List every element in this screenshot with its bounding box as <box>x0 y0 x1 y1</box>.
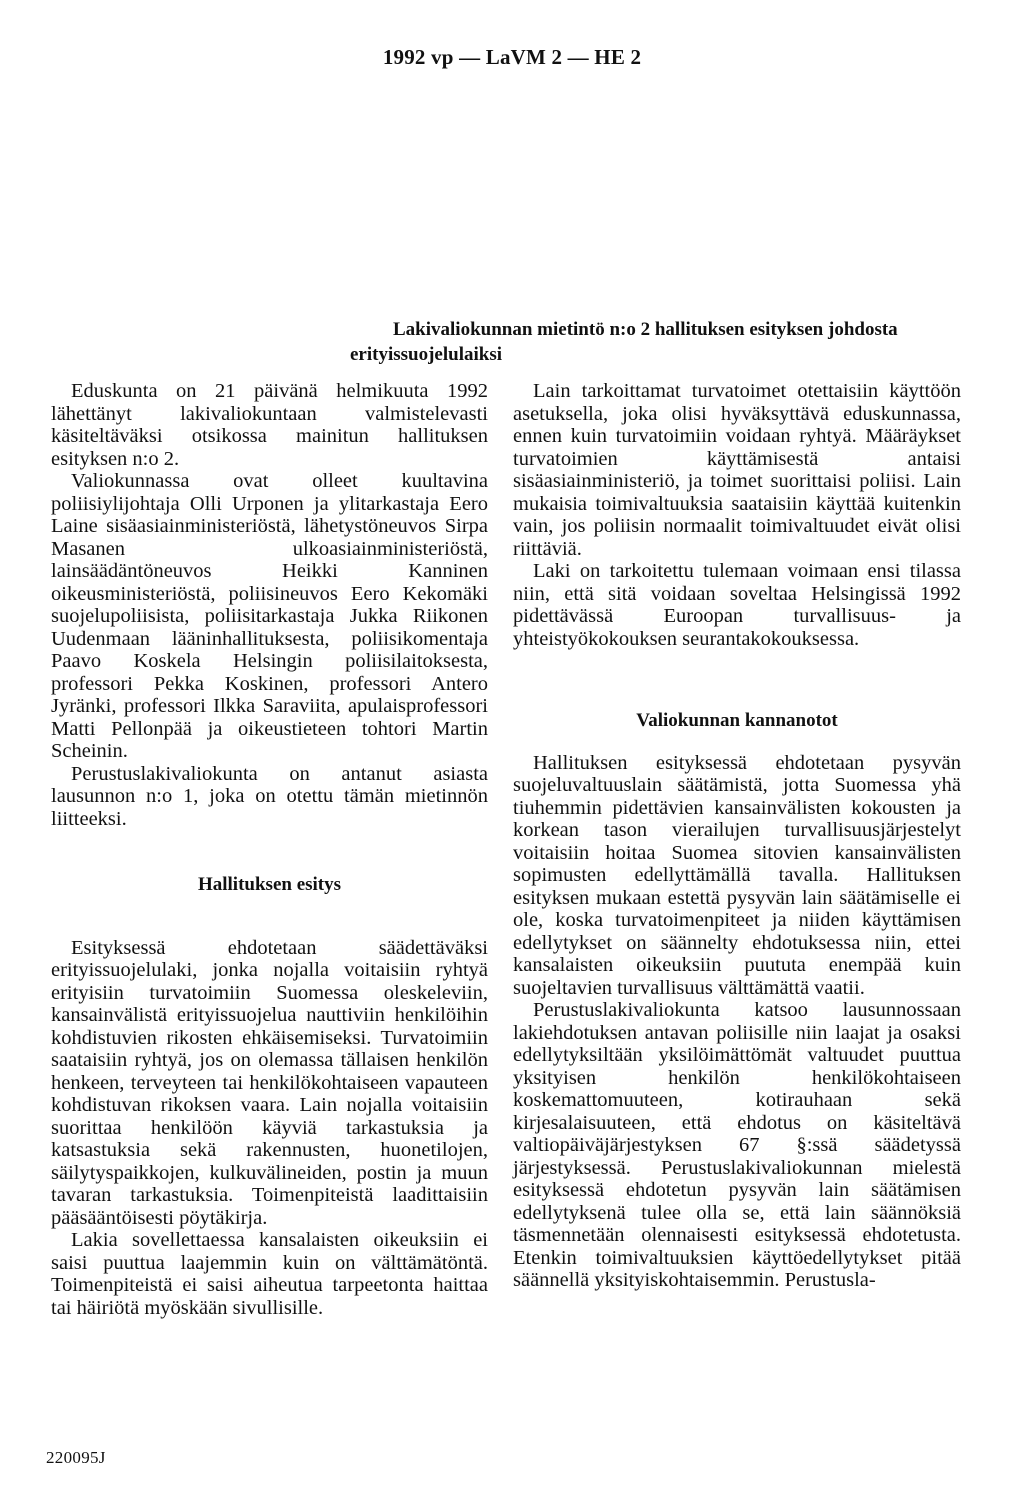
body-paragraph: Esityksessä ehdotetaan säädettäväksi erityissuojelulaki, jonka nojalla voitaisiin ryhtyä erityisiin turvatoimiin Suomessa oleskeleviin, kansainvälistä erityissuojelua nauttiviin henkilöihin kohdistuvien rikosten ehkäisemiseksi. Turvatoimiin saataisiin ryhtyä, jos on olemassa tällaisen henkilön henkeen, terveyteen tai henkilökohtaiseen vapauteen kohdistuvan rikoksen vaara. Lain nojalla voitaisiin suorittaa henkilöön käyviä tarkastuksia ja katsastuksia sekä rakennusten, huonetilojen, säilytyspaikkojen, kulkuvälineiden, postin ja muun tavaran tarkastuksia. Toimenpiteistä laadittaisiin pääsääntöisesti pöytäkirja. <box>51 936 488 1229</box>
running-header: 1992 vp — LaVM 2 — HE 2 <box>382 45 642 69</box>
body-paragraph: Laki on tarkoitettu tulemaan voimaan ensi tilassa niin, että sitä voidaan soveltaa Helsingissä 1992 pidettävässä Euroopan turvallisuus- ja yhteistyökokouksen seurantakokouksessa. <box>513 560 961 650</box>
section-heading-hallituksen-esitys: Hallituksen esitys <box>197 874 342 895</box>
left-column <box>51 380 488 1319</box>
body-paragraph: Perustuslakivaliokunta katsoo lausunnossaan lakiehdotuksen antavan poliisille niin laajat ja osaksi edellytyksiltään yksilöimättömät valtuudet puuttua yksityisen henkilön henkilökohtaiseen koskemattomuuteen, kotirauhaan sekä kirjesalaisuuteen, että ehdotus on käsiteltävä valtiopäiväjärjestyksen 67 §:ssä säädetyssä järjestyksessä. Perustuslakivaliokunnan mielestä esityksessä ehdotetun pysyvän lain säätämisen edellytyksenä tulee olla se, että lain säännöksiä täsmennetään olennaisesti esityksessä ehdotetusta. Etenkin toimivaltuuksien käyttöedellytykset pitää säännellä yksityiskohtaisemmin. Perustusla- <box>513 999 961 1291</box>
print-code: 220095J <box>46 1448 106 1467</box>
body-paragraph: Hallituksen esityksessä ehdotetaan pysyvän suojeluvaltuuslain säätämistä, jotta Suomessa yhä tiuhemmin pidettävien kansainvälisten kokousten ja korkean tason vierailujen turvallisuusjärjestelyt voitaisiin hoitaa Suomea sitovien kansainvälisten sopimusten edellyttämällä tavalla. Hallituksen esityksen mukaan estettä pysyvän lain säätämiselle ei ole, koska turvatoimenpiteet ja niiden käyttämisen edellytykset on säännelty ehdotuksessa niin, ettei kansalaisten oikeuksiin puututa enempää kuin suojeltavien turvallisuus välttämättä vaatii. <box>513 751 961 999</box>
document-title: Lakivaliokunnan mietintö n:o 2 hallituksen esityksen johdosta erityissuojelulaiksi <box>350 319 898 365</box>
intro-paragraph: Eduskunta on 21 päivänä helmikuuta 1992 lähettänyt lakivaliokuntaan valmistelevasti käsiteltäväksi otsikossa mainitun hallituksen esityksen n:o 2. <box>51 380 488 470</box>
intro-paragraph: Perustuslakivaliokunta on antanut asiasta lausunnon n:o 1, joka on otettu tämän mietinnön liitteeksi. <box>51 762 488 830</box>
right-column <box>513 380 961 1292</box>
intro-paragraph: Valiokunnassa ovat olleet kuultavina poliisiylijohtaja Olli Urponen ja ylitarkastaja Eero Laine sisäasiainministeriöstä, lähetystöneuvos Sirpa Masanen ulkoasiainministeriöstä, lainsäädäntöneuvos Heikki Kanninen oikeusministeriöstä, poliisineuvos Eero Kekomäki suojelupoliisista, poliisitarkastaja Jukka Riikonen Uudenmaan lääninhallituksesta, poliisikomentaja Paavo Koskela Helsingin poliisilaitoksesta, professori Pekka Koskinen, professori Antero Jyränki, professori Ilkka Saraviita, apulaisprofessori Matti Pellonpää ja oikeustieteen tohtori Martin Scheinin. <box>51 470 488 762</box>
body-paragraph: Lakia sovellettaessa kansalaisten oikeuksiin ei saisi puuttua laajemmin kuin on välttämätöntä. Toimenpiteistä ei saisi aiheutua tarpeetonta haittaa tai häiriötä myöskään sivullisille. <box>51 1229 488 1319</box>
section-heading-valiokunnan-kannanotot: Valiokunnan kannanotot <box>636 710 838 731</box>
body-paragraph: Lain tarkoittamat turvatoimet otettaisiin käyttöön asetuksella, joka olisi hyväksyttävä eduskunnassa, ennen kuin turvatoimiin voidaan ryhtyä. Määräykset turvatoimien käyttämisestä antaisi sisäasiainministeriö, ja toimet suorittaisi poliisi. Lain mukaisia toimivaltuuksia saataisiin käyttää kuitenkin vain, jos poliisin normaalit toimivaltuudet eivät olisi riittäviä. <box>513 380 961 560</box>
